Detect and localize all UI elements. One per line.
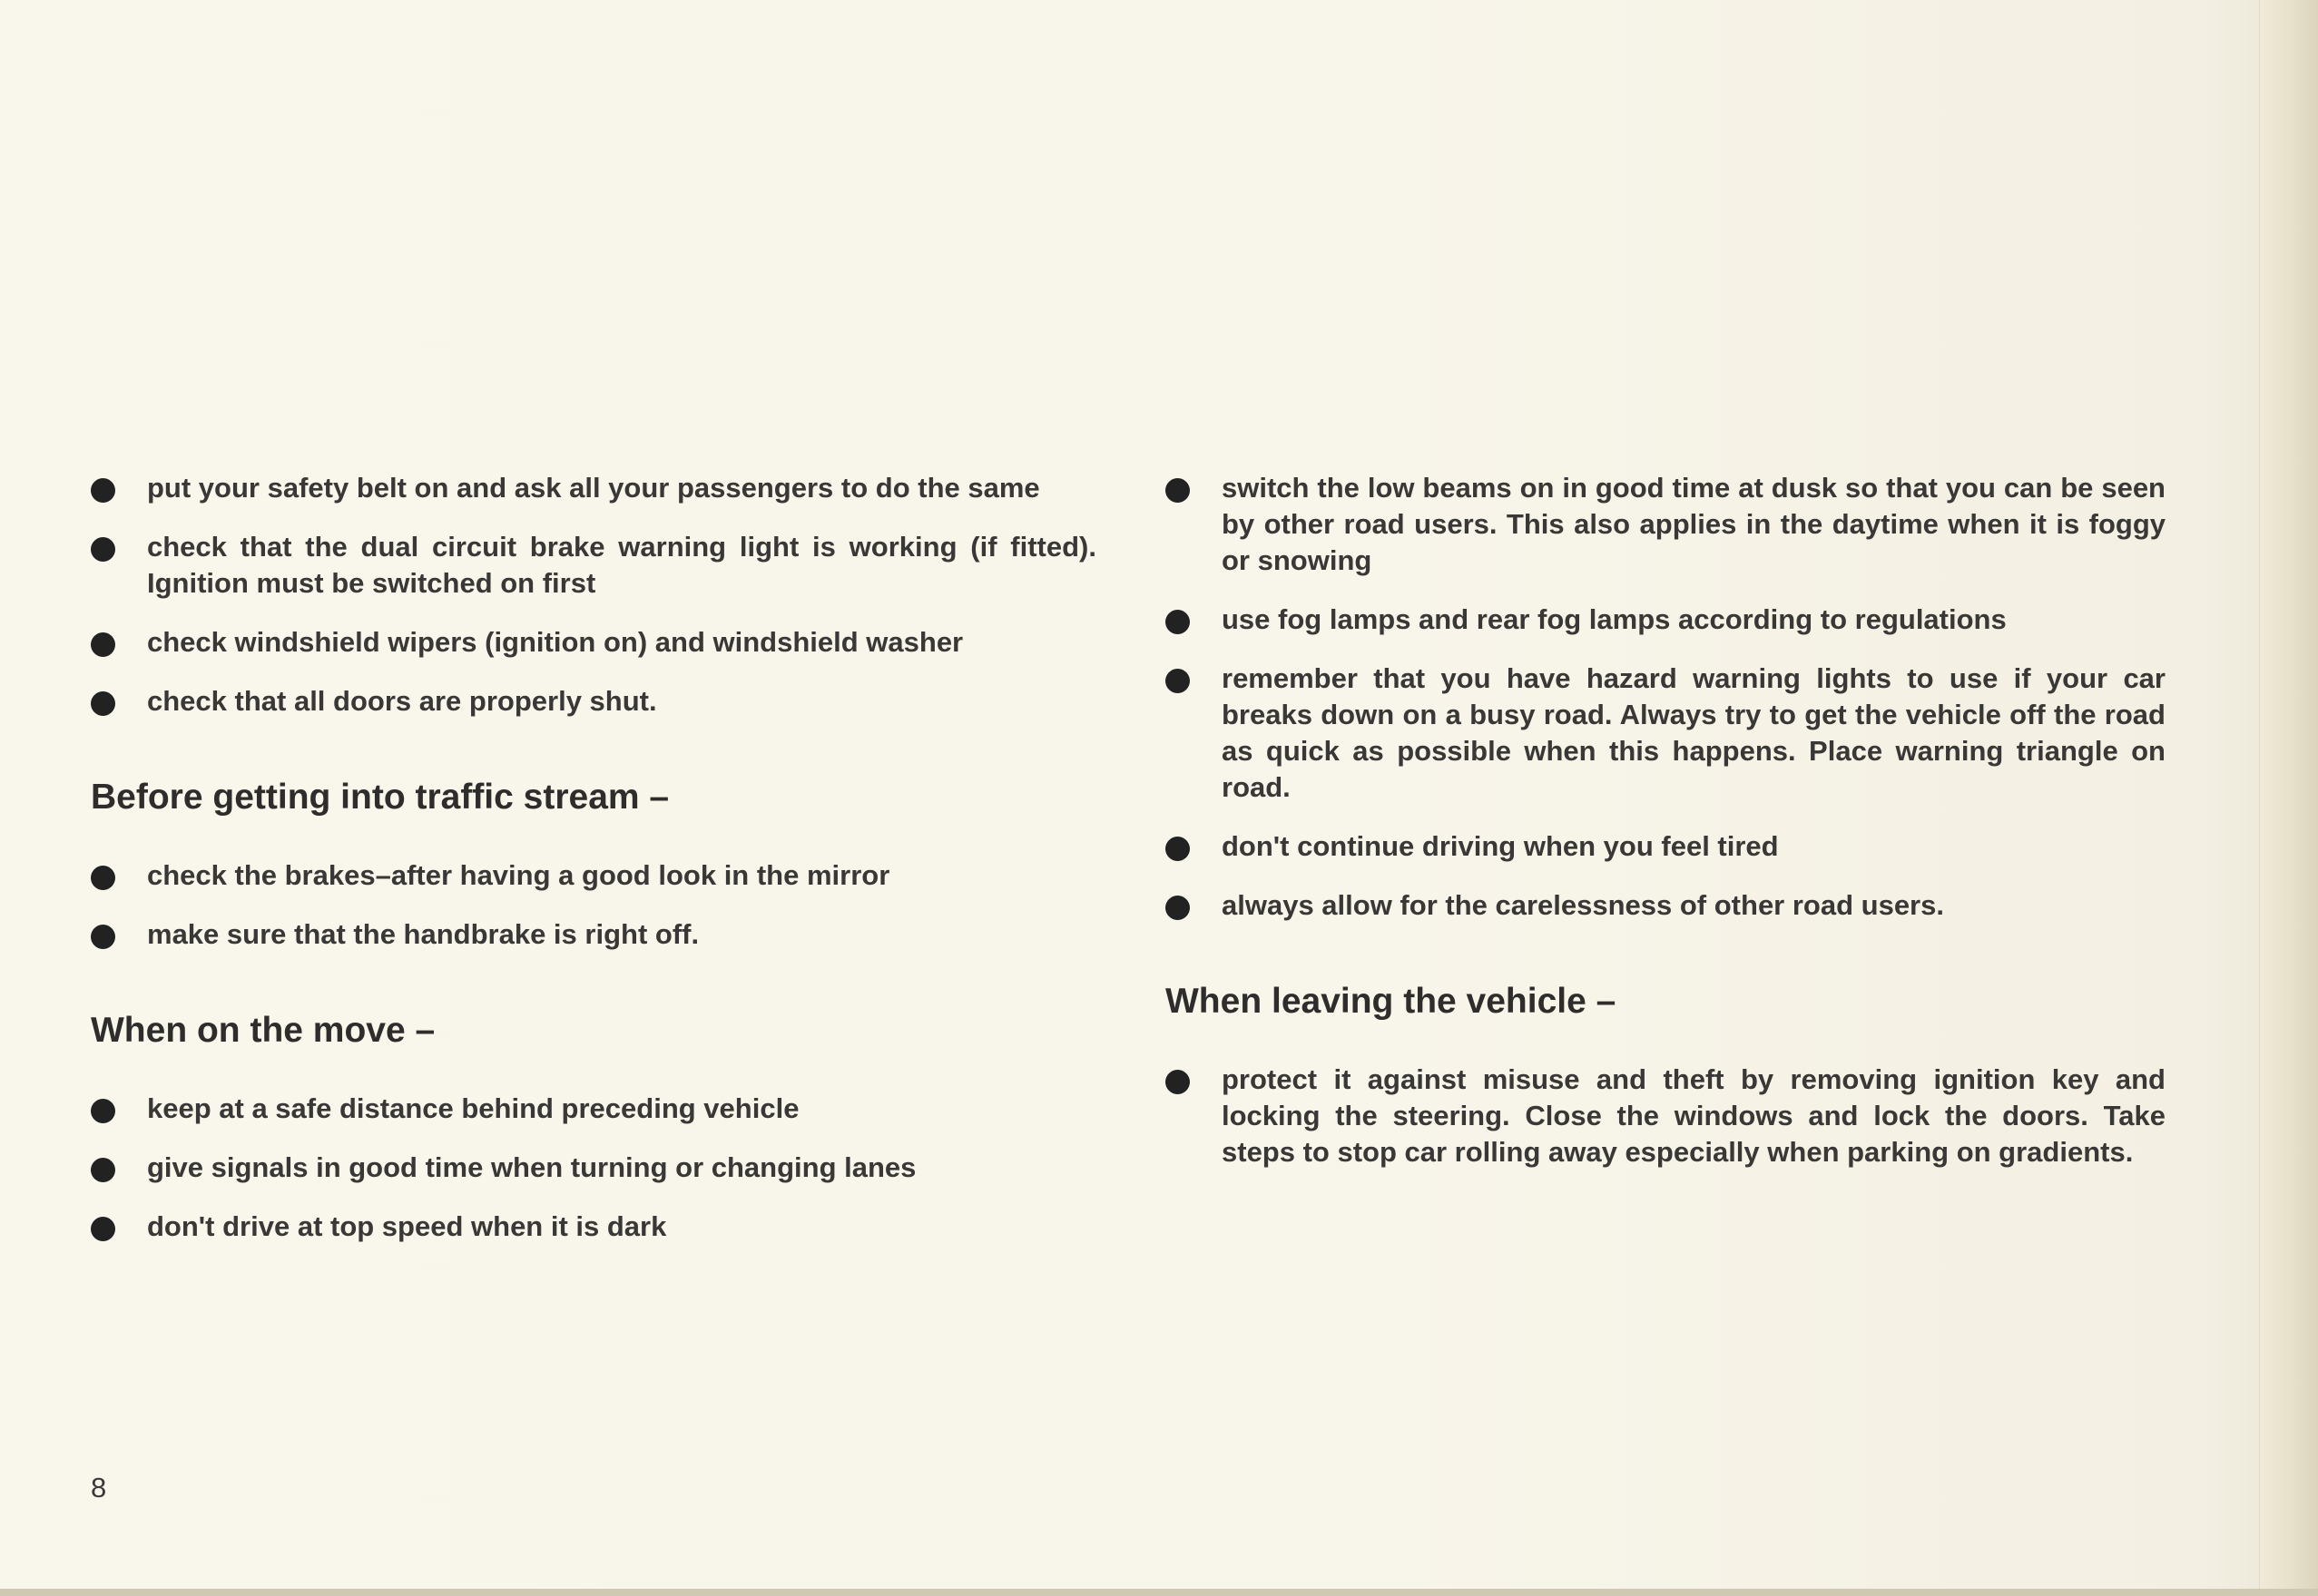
page-number: 8 (91, 1472, 107, 1503)
bullet-icon (1165, 610, 1190, 634)
list-item: give signals in good time when turning or changing lanes (91, 1150, 1096, 1186)
intro-checklist (91, 470, 1096, 720)
bullet-icon (1165, 478, 1190, 503)
section-heading-on-the-move: When on the move – (91, 1011, 436, 1050)
list-item: check that the dual circuit brake warning light is working (if fitted). Ignition must be switched on first (91, 529, 1096, 602)
bullet-icon (91, 537, 115, 562)
list-item: make sure that the handbrake is right off. (91, 916, 1096, 953)
bullet-icon (1165, 837, 1190, 861)
left-column (91, 470, 1096, 1268)
bullet-icon (91, 925, 115, 949)
leaving-vehicle-list (1165, 1062, 2166, 1170)
bullet-icon (1165, 1070, 1190, 1094)
list-item: switch the low beams on in good time at dusk so that you can be seen by other road users. This also applies in the daytime when it is foggy or snowing (1165, 470, 2166, 579)
list-item: keep at a safe distance behind preceding vehicle (91, 1091, 1096, 1127)
page-edge (2259, 0, 2318, 1596)
list-item: use fog lamps and rear fog lamps according to regulations (1165, 602, 2166, 638)
bullet-icon (1165, 669, 1190, 693)
section-heading-before-traffic: Before getting into traffic stream – (91, 778, 670, 817)
bullet-icon (91, 478, 115, 503)
driving-tips-list (1165, 470, 2166, 924)
bullet-icon (91, 1099, 115, 1123)
list-item: remember that you have hazard warning lights to use if your car breaks down on a busy road. Always try to get the vehicle off the road as quick as possible when this happens. Place warning triangle on road. (1165, 661, 2166, 806)
before-traffic-list (91, 857, 1096, 953)
list-item: check the brakes–after having a good look in the mirror (91, 857, 1096, 894)
list-item: put your safety belt on and ask all your passengers to do the same (91, 470, 1096, 506)
bullet-icon (91, 1158, 115, 1182)
section-heading-leaving-vehicle: When leaving the vehicle – (1165, 982, 1616, 1021)
on-the-move-list (91, 1091, 1096, 1245)
bullet-icon (1165, 896, 1190, 920)
bullet-icon (91, 691, 115, 716)
page-bottom-edge (0, 1589, 2318, 1596)
list-item: check windshield wipers (ignition on) and windshield washer (91, 624, 1096, 661)
bullet-icon (91, 866, 115, 890)
list-item: check that all doors are properly shut. (91, 683, 1096, 720)
list-item: protect it against misuse and theft by removing ignition key and locking the steering. Close the windows and lock the doors. Take steps to stop car rolling away especially when parking on gradients. (1165, 1062, 2166, 1170)
right-column (1165, 470, 2166, 1193)
bullet-icon (91, 632, 115, 657)
bullet-icon (91, 1217, 115, 1241)
list-item: don't continue driving when you feel tired (1165, 828, 2166, 865)
list-item: always allow for the carelessness of other road users. (1165, 887, 2166, 924)
list-item: don't drive at top speed when it is dark (91, 1209, 1096, 1245)
